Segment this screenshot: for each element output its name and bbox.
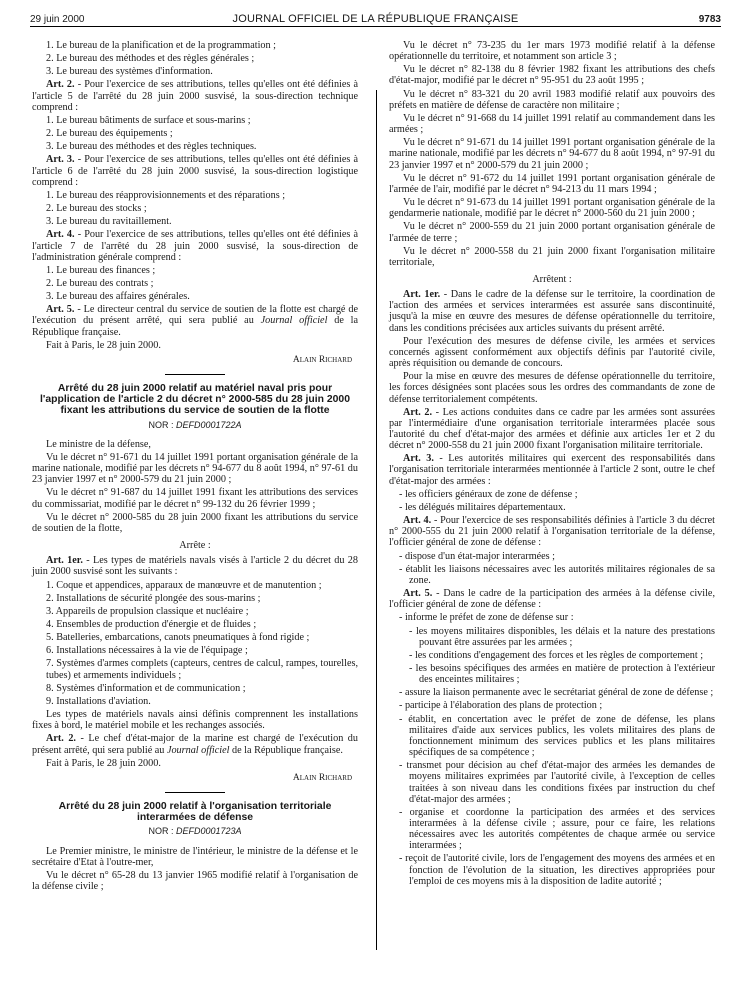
nor-label: NOR : — [148, 419, 176, 430]
list-item: 4. Ensembles de production d'énergie et de fluides ; — [46, 619, 257, 631]
article-text: - Les types de matériels navals visés à l'article 2 du décret du 28 juin 2000 susvisé sont les suivants : — [32, 555, 358, 578]
list-item: 9. Installations d'aviation. — [46, 695, 151, 707]
arrete-heading: Arrête : — [179, 540, 211, 552]
article-text: - Dans le cadre de la défense sur le territoire, la coordination de l'action des armées et services interarmées est assurée sans discontinuité, jusqu'à la mise en œuvre des mesures de défense opérationnelle du territoire, dans les conditions précisées aux articles suivants du présent arrêté. — [389, 289, 715, 334]
article-text: - Pour l'exercice de ses attributions, telles qu'elles ont été définies à l'article 5 de l'arrêté du 28 juin 2000 susvisé, la sous-direction technique comprend : — [32, 79, 358, 113]
list-item: 1. Le bureau bâtiments de surface et sous-marins ; — [46, 114, 251, 126]
article-label: Art. 3. — [403, 453, 434, 465]
article-label: Art. 1er. — [46, 555, 83, 567]
decree-intro: Le Premier ministre, le ministre de l'intérieur, le ministre de la défense et le secrétaire d'Etat à l'outre-mer, — [32, 845, 358, 868]
header-rule — [30, 26, 721, 27]
visa: Vu le décret n° 2000-559 du 21 juin 2000 portant organisation générale de l'armée de terre ; — [389, 221, 715, 244]
list-item: 6. Installations nécessaires à la vie de l'équipage ; — [46, 645, 248, 657]
article-1 — [32, 555, 358, 577]
list-item: 5. Batelleries, embarcations, canots pneumatiques à fond rigide ; — [46, 632, 310, 644]
list-item: 2. Installations de sécurité plongée des sous-marins ; — [46, 592, 261, 604]
list-item: 3. Le bureau des affaires générales. — [46, 291, 190, 303]
paragraph: Pour la mise en œuvre des mesures de défense opérationnelle du territoire, les forces désignées sont placées sous les ordres des commandants de zone de défense territorialement compétents. — [389, 371, 715, 405]
list-item: 8. Systèmes d'information et de communication ; — [46, 682, 246, 694]
article-label: Art. 3. — [46, 154, 75, 166]
nor-reference — [32, 420, 358, 431]
article-label: Art. 4. — [46, 229, 75, 241]
visa: Vu le décret n° 2000-585 du 28 juin 2000 fixant les attributions du service de soutien de la flotte, — [32, 511, 358, 534]
journal-title: JOURNAL OFFICIEL DE LA RÉPUBLIQUE FRANÇAISE — [232, 13, 519, 25]
visa: Vu le décret n° 91-673 du 14 juillet 1991 portant organisation générale de la gendarmerie nationale, modifié par le décret n° 2000-560 du 21 juin 2000 ; — [389, 197, 715, 220]
list-item: - établit les liaisons nécessaires avec les autorités militaires régionales de sa zone. — [399, 563, 715, 586]
visa: Vu le décret n° 2000-558 du 21 juin 2000 fixant l'organisation militaire territoriale, — [389, 245, 715, 268]
article-text: - Le chef d'état-major de la marine est chargé de l'exécution du présent arrêté, qui sera publié au — [32, 733, 358, 756]
article-text: - Les autorités militaires qui exercent des responsabilités dans l'organisation territoriale interarmées mentionnée à l'article 2 sont, outre le chef d'état-major des armées : — [389, 453, 715, 487]
visa: Vu le décret n° 91-672 du 14 juillet 1991 portant organisation générale de l'armée de l'air, modifié par le décret n° 94-213 du 11 mars 1994 ; — [389, 172, 715, 195]
article-5 — [389, 588, 715, 610]
nor-reference — [32, 826, 358, 837]
article-text: - Pour l'exercice de ses attributions, telles qu'elles ont été définies à l'article 6 de l'arrêté du 28 juin 2000 susvisé, la sous-direction logistique comprend : — [32, 154, 358, 188]
fait-a-paris: Fait à Paris, le 28 juin 2000. — [46, 339, 161, 351]
signature: Alain Richard — [292, 772, 352, 783]
article-text: - Pour l'exercice de ses responsabilités définies à l'article 3 du décret n° 2000-555 du 21 juin 2000 relatif à l'organisation territoriale de la défense, l'officier général de zone de défense : — [389, 515, 715, 549]
types-paragraph: Les types de matériels navals ainsi définis comprennent les installations fixes à bord, le matériel mobile et les rechanges associés. — [32, 709, 358, 732]
article-text: - Dans le cadre de la participation des armées à la défense civile, l'officier général de zone de défense : — [389, 588, 715, 611]
visa: Vu le décret n° 82-138 du 8 février 1982 fixant les attributions des chefs d'état-major, modifié par le décret n° 95-951 du 23 août 1995 ; — [389, 64, 715, 87]
right-column — [389, 40, 715, 889]
article-text: - Les actions conduites dans ce cadre par les armées sont assurées par l'intermédiaire d'une organisation territoriale interarmées placée sous l'autorité du chef d'état-major des armées et définie aux articles 1er et 2 du décret n° 2000-558 du 21 juin 2000 fixant l'organisation militaire territoriale. — [389, 406, 715, 452]
article-5 — [32, 304, 358, 337]
sub-list-item: - les moyens militaires disponibles, les délais et la nature des prestations pouvant être assurées par les armées ; — [409, 625, 715, 648]
article-label: Art. 5. — [403, 588, 433, 600]
decree-title: Arrêté du 28 juin 2000 relatif à l'organisation territoriale interarmées de défense — [58, 801, 332, 824]
separator — [165, 792, 225, 793]
article-text: de la République française. — [229, 744, 343, 756]
list-item: - transmet pour décision au chef d'état-major des armées les demandes de moyens militaires exprimées par l'autorité civile, à l'exception de celles traitées à son niveau dans les conditions fixées par instruction du chef d'état-major des armées ; — [399, 760, 715, 805]
list-item: - reçoit de l'autorité civile, lors de l'engagement des moyens des armées et en fonction de l'évolution de la situation, les directives appropriées pour l'emploi de ces moyens mis à la disposition de ladite autorité ; — [399, 853, 715, 887]
sub-list-item: - les besoins spécifiques des armées en matière de protection à l'extérieur des enceintes militaires ; — [409, 662, 715, 686]
visa: Vu le décret n° 91-671 du 14 juillet 1991 portant organisation générale de la marine nationale, modifié par les décrets n° 94-677 du 8 août 1994, n° 97-91 du 23 janvier 1997 et n° 2000-579 du 21 juin 2000 ; — [389, 137, 715, 171]
list-item: - établit, en concertation avec le préfet de zone de défense, les plans militaires d'aide aux services publics, les volets militaires des plans de fonctionnement minimum des services publics et les plans militaires spécifiques de sa compétence ; — [399, 713, 715, 759]
list-item: - dispose d'un état-major interarmées ; — [399, 550, 556, 562]
list-item: 2. Le bureau des méthodes et des règles générales ; — [46, 53, 255, 65]
separator — [165, 374, 225, 375]
list-item: - participe à l'élaboration des plans de protection ; — [399, 700, 603, 712]
article-text: - Le directeur central du service de soutien de la flotte est chargé de l'exécution du présent arrêté, qui sera publié au — [32, 304, 358, 327]
journal-officiel-ref: Journal officiel — [260, 315, 328, 327]
article-1 — [389, 289, 715, 334]
left-column — [32, 40, 358, 894]
list-item: - informe le préfet de zone de défense sur : — [399, 612, 574, 624]
article-2 — [32, 733, 358, 755]
article-3 — [32, 154, 358, 187]
paragraph: Pour l'exécution des mesures de défense civile, les armées et services concernés agissent conformément aux objectifs définis par l'autorité civile, après réquisition ou demande de concours. — [389, 335, 715, 370]
article-2 — [389, 407, 715, 452]
column-divider — [376, 90, 377, 950]
article-label: Art. 2. — [46, 79, 75, 91]
article-label: Art. 1er. — [403, 289, 441, 301]
article-3 — [389, 453, 715, 486]
list-item: - assure la liaison permanente avec le secrétariat général de zone de défense ; — [399, 687, 714, 699]
arretent-heading: Arrêtent : — [532, 273, 572, 285]
article-label: Art. 5. — [46, 304, 75, 316]
list-item: 1. Le bureau de la planification et de la programmation ; — [46, 40, 276, 51]
page-header — [30, 10, 721, 32]
article-label: Art. 4. — [403, 515, 432, 527]
list-item: 7. Systèmes d'armes complets (capteurs, centres de calcul, rampes, tourelles, tubes) et armements individuels ; — [46, 658, 358, 681]
decree-intro: Le ministre de la défense, — [46, 438, 151, 450]
visa: Vu le décret n° 91-687 du 14 juillet 1991 fixant les attributions des services du commissariat, modifié par le décret n° 99-132 du 26 février 1999 ; — [32, 487, 358, 510]
sub-list-item: - les conditions d'engagement des forces et les règles de comportement ; — [409, 649, 704, 661]
visa: Vu le décret n° 65-28 du 13 janvier 1965 modifié relatif à l'organisation de la défense civile ; — [32, 869, 358, 893]
article-text: de la République française. — [32, 315, 358, 338]
list-item: 3. Appareils de propulsion classique et nucléaire ; — [46, 605, 249, 617]
list-item: 1. Le bureau des réapprovisionnements et des réparations ; — [46, 189, 286, 201]
list-item: - organise et coordonne la participation des armées et des services interarmées à la défense civile ; assure, pour ce faire, les relations nécessaires avec les autorités compétentes de chaque armée ou service interarmées ; — [399, 806, 715, 852]
article-2 — [32, 79, 358, 112]
list-item: 1. Le bureau des finances ; — [46, 264, 156, 276]
list-item: - les délégués militaires départementaux. — [399, 501, 566, 513]
page-number: 9783 — [698, 14, 721, 25]
decree-title: Arrêté du 28 juin 2000 relatif au matériel naval pris pour l'application de l'article 2 du décret n° 2000-585 du 28 juin 2000 fixant les attributions du service de soutien de la flotte — [40, 383, 350, 417]
list-item: - les officiers généraux de zone de défense ; — [399, 488, 578, 500]
list-item: 3. Le bureau du ravitaillement. — [46, 216, 172, 228]
list-item: 2. Le bureau des stocks ; — [46, 203, 147, 215]
article-4 — [389, 515, 715, 548]
visa: Vu le décret n° 73-235 du 1er mars 1973 modifié relatif à la défense opérationnelle du territoire, et notamment son article 3 ; — [389, 40, 715, 63]
nor-code: DEFD0001723A — [175, 826, 242, 837]
article-text: - Pour l'exercice de ses attributions, telles qu'elles ont été définies à l'article 7 de l'arrêté du 28 juin 2000 susvisé, la sous-direction de l'administration générale comprend : — [32, 229, 358, 263]
header-date: 29 juin 2000 — [30, 14, 85, 25]
list-item: 3. Le bureau des méthodes et des règles techniques. — [46, 141, 257, 153]
nor-code: DEFD0001722A — [175, 419, 242, 430]
nor-label: NOR : — [148, 826, 176, 837]
list-item: 3. Le bureau des systèmes d'information. — [46, 66, 213, 78]
list-item: 2. Le bureau des équipements ; — [46, 128, 173, 140]
journal-officiel-ref: Journal officiel — [166, 744, 230, 756]
fait-a-paris: Fait à Paris, le 28 juin 2000. — [46, 757, 161, 769]
visa: Vu le décret n° 91-668 du 14 juillet 1991 relatif au commandement dans les armées ; — [389, 112, 715, 136]
article-label: Art. 2. — [46, 733, 76, 745]
visa: Vu le décret n° 91-671 du 14 juillet 1991 portant organisation générale de la marine nationale, modifié par les décrets n° 94-677 du 8 août 1994, n° 97-61 du 23 janvier 1997 et n° 2000-579 du 21 juin 2000 ; — [32, 451, 358, 486]
list-item: 1. Coque et appendices, apparaux de manœuvre et de manutention ; — [46, 579, 322, 591]
article-label: Art. 2. — [403, 406, 433, 418]
list-item: 2. Le bureau des contrats ; — [46, 277, 154, 289]
visa: Vu le décret n° 83-321 du 20 avril 1983 modifié relatif aux pouvoirs des préfets en matière de défense de caractère non militaire ; — [389, 88, 715, 111]
signature: Alain Richard — [292, 354, 352, 365]
article-4 — [32, 229, 358, 262]
